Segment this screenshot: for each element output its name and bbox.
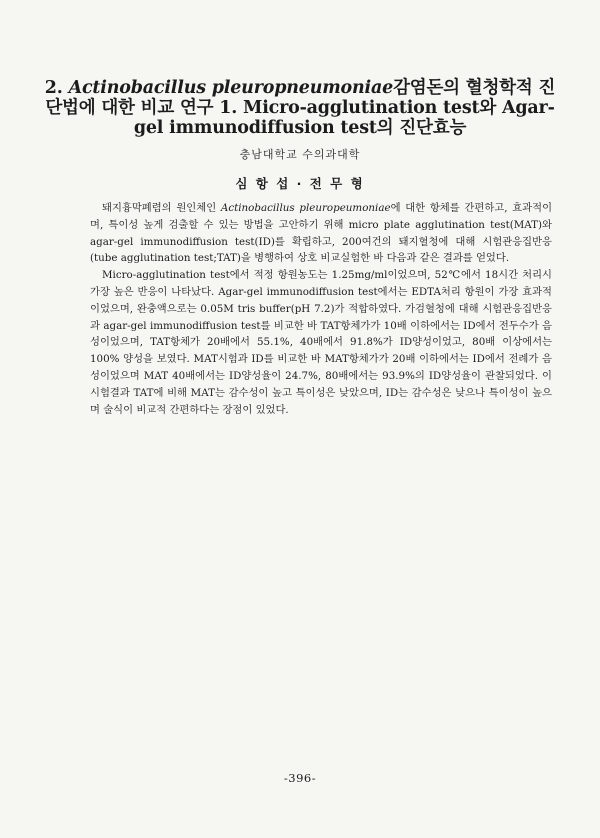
article-title bbox=[40, 78, 560, 138]
title-number: 2. bbox=[44, 78, 69, 98]
authors: 심 항 섭 · 전 무 형 bbox=[235, 176, 365, 191]
title-species: Actinobacillus pleuropneumoniae bbox=[68, 78, 394, 98]
abstract-species: Actinobacillus pleuropeumoniae bbox=[220, 202, 391, 214]
abstract bbox=[90, 200, 552, 418]
affiliation: 충남대학교 수의과대학 bbox=[239, 148, 361, 161]
abstract-paragraph-2: Micro-agglutination test에서 적정 항원농도는 1.25mg/ml이었으며, 52℃에서 18시간 처리시 가장 높은 반응이 나타났다. Agar-gel immunodiffusion test에서는 EDTA처리 항원이 가장 효과적이었으며, 완충액으로는 0.05M tris buffer(pH 7.2)가 적합하였다. 가검혈청에 대해 시험관응집반응과 agar-gel immunodiffusion test를 비교한 바 TAT항체가가 10배 이하에서는 ID에서 전두수가 음성이었으며, TAT항체가 20배에서 55.1%, 40배에서 91.8%가 ID양성이었고, 80배 이상에서는 100% 양성을 보였다. MAT시험과 ID를 비교한 바 MAT항체가가 20배 이하에서는 ID에서 전례가 음성이었으며 MAT 40배에서는 ID양성율이 24.7%, 80배에서는 93.9%의 ID양성율이 관찰되었다. 이 시험결과 TAT에 비해 MAT는 감수성이 높고 특이성은 낮았으며, ID는 감수성은 낮으나 특이성이 높으며 술식이 비교적 간편하다는 장점이 있었다. bbox=[90, 269, 552, 416]
title-text: 감염돈의 혈청학적 진단법에 대한 비교 연구 1. Micro-agglutination test와 Agar-gel immunodiffusion test의 진단효능 bbox=[45, 78, 556, 138]
abstract-paragraph-1 bbox=[90, 200, 552, 267]
abstract-p1-body: 에 대한 항체를 간편하고, 효과적이며, 특이성 높게 검출할 수 있는 방법을 고안하기 위해 micro plate agglutination test(MAT)와 agar-gel immunodiffusion test(ID)를 확립하고, 200여건의 돼지혈청에 대해 시험관응집반응(tube agglutination test;TAT)을 병행하여 상호 비교실험한 바 다음과 같은 결과를 얻었다. bbox=[90, 202, 553, 265]
abstract-p1-lead: 돼지흉막폐렴의 원인체인 bbox=[102, 202, 221, 214]
page-number: -396- bbox=[283, 771, 317, 785]
